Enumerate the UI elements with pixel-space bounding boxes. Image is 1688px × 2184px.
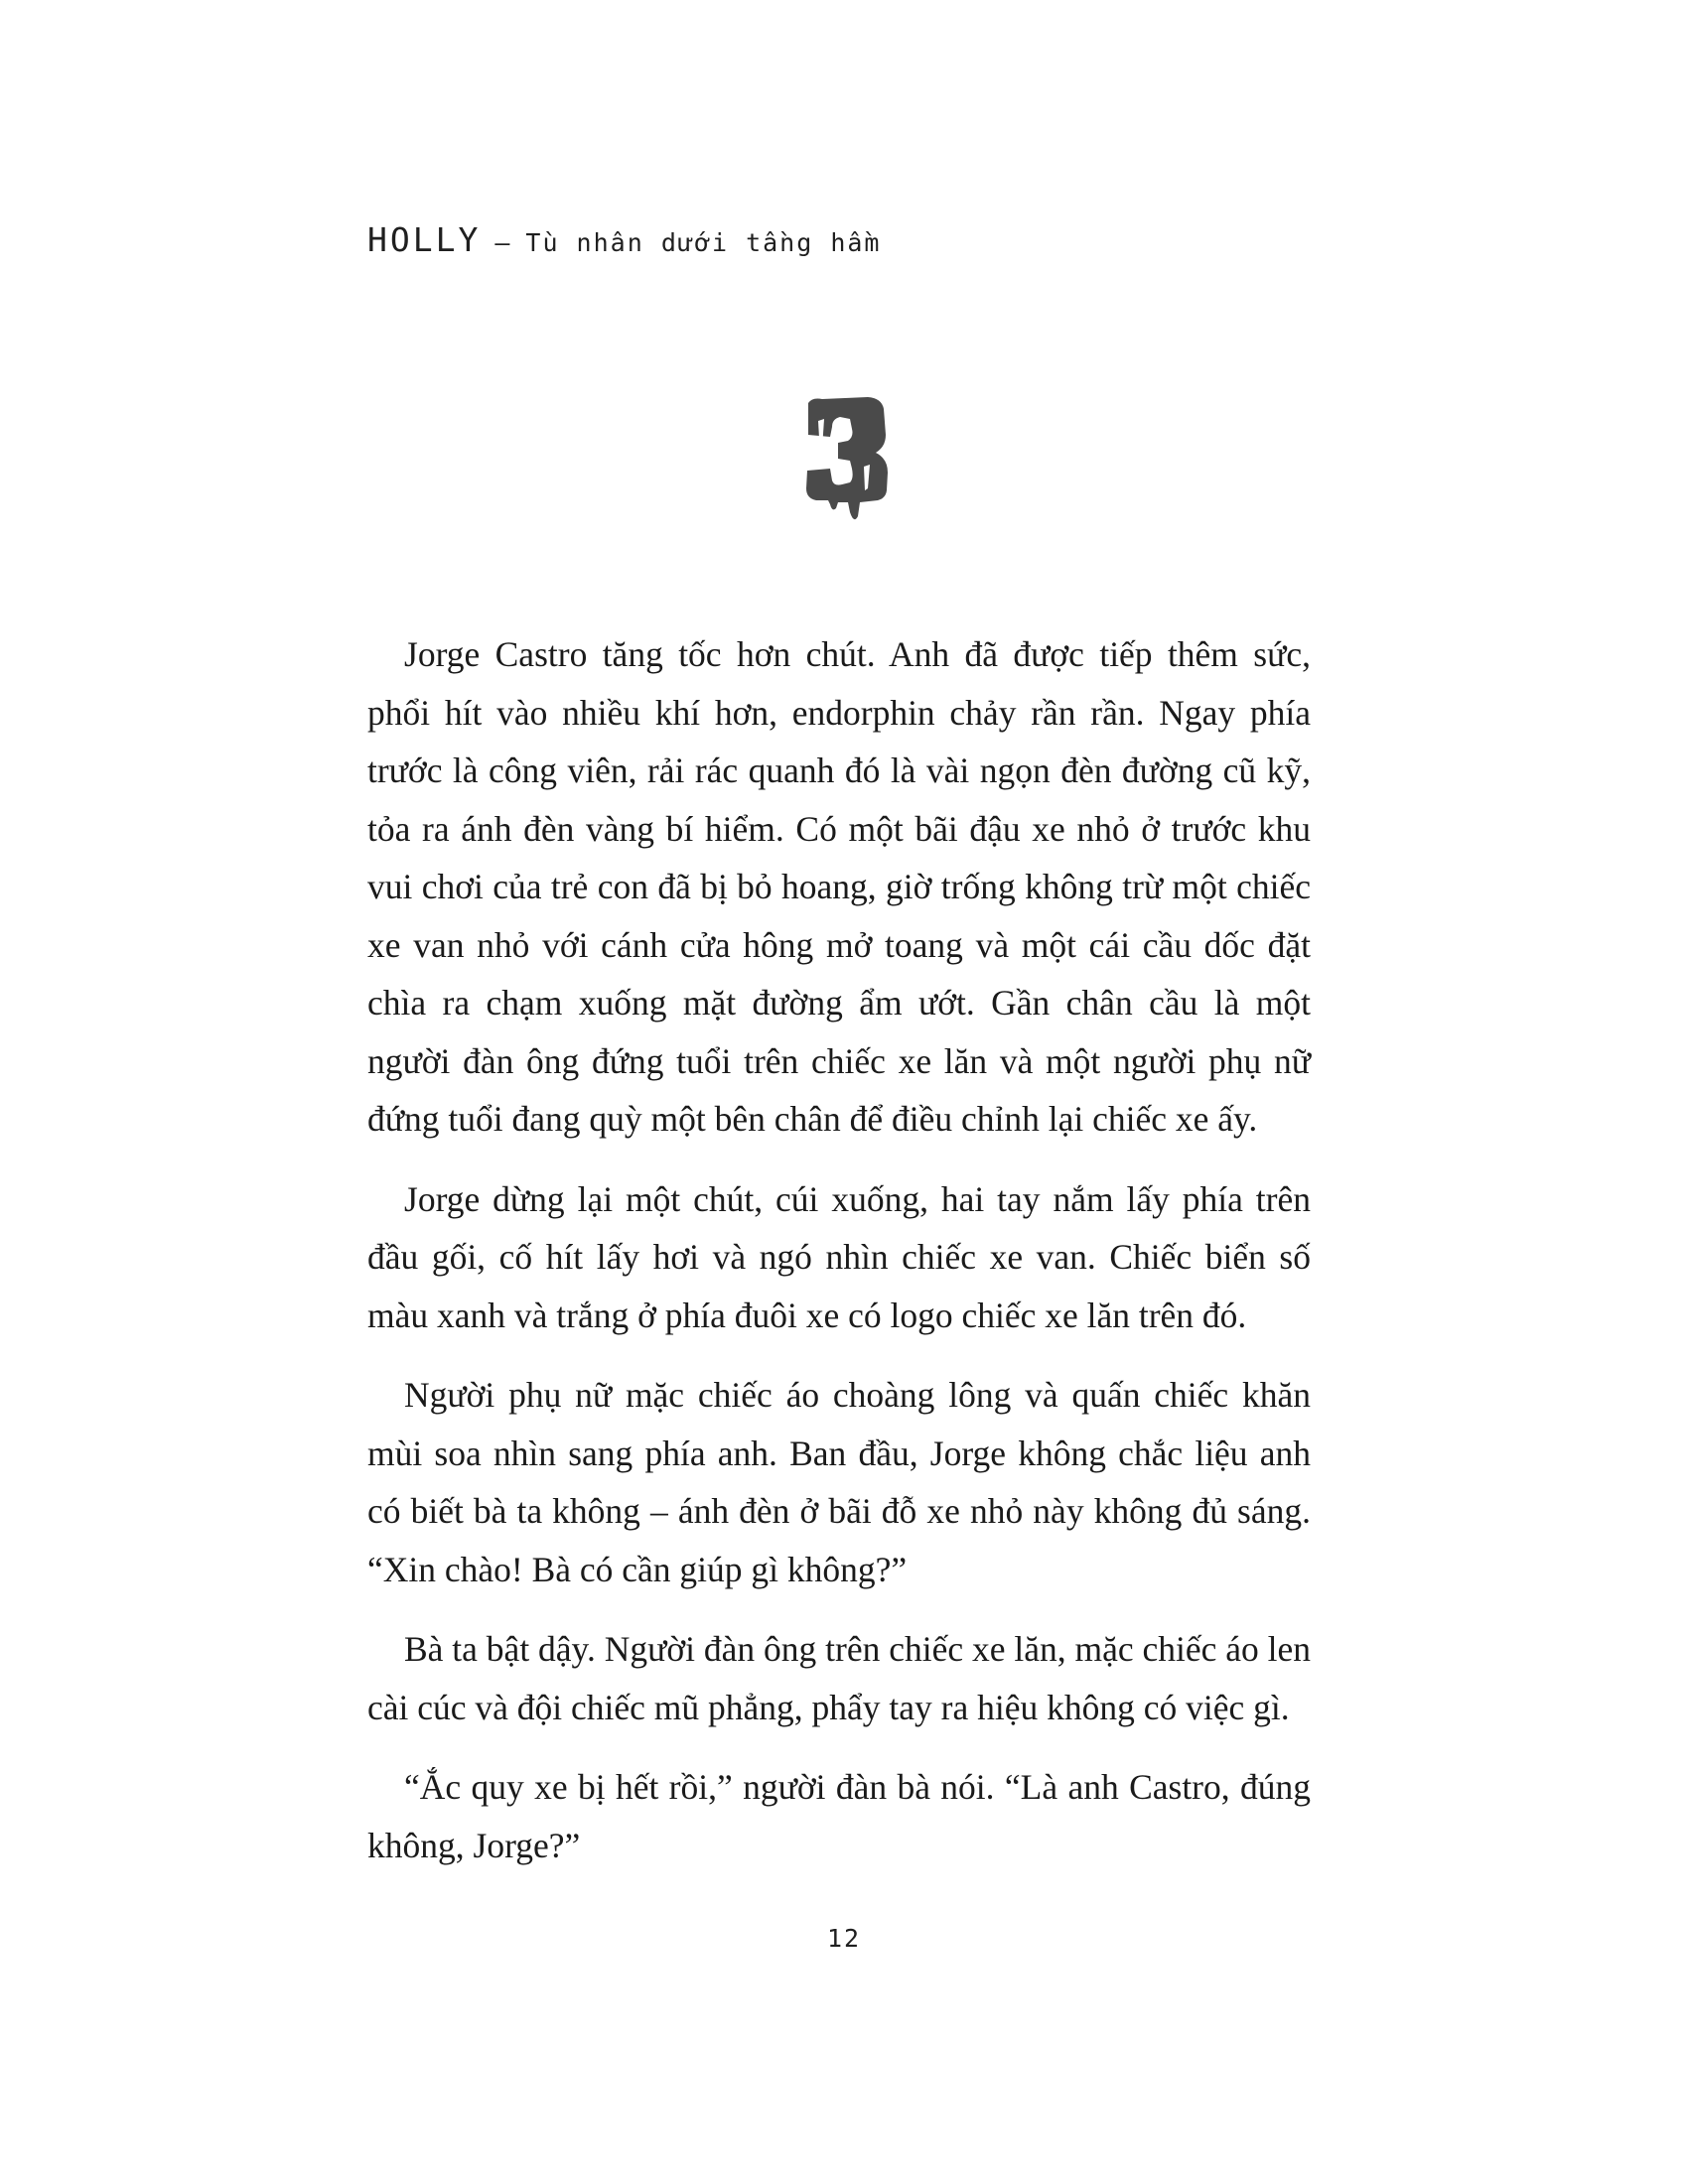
running-header: [367, 220, 881, 259]
chapter-number-text: [798, 524, 799, 525]
page-number: 12: [826, 1924, 862, 1953]
paragraph: Người phụ nữ mặc chiếc áo choàng lông và quấn chiếc khăn mùi soa nhìn sang phía anh. Ban đầu, Jorge không chắc liệu anh có biết bà ta không – ánh đèn ở bãi đỗ xe nhỏ này không đủ sáng. “Xin chào! Bà có cần giúp gì không?”: [367, 1375, 1311, 1589]
book-title: HOLLY: [367, 220, 482, 259]
book-subtitle: Tù nhân dưới tầng hầm: [525, 228, 882, 257]
header-separator: –: [494, 228, 512, 257]
paragraph: “Ắc quy xe bị hết rồi,” người đàn bà nói. “Là anh Castro, đúng không, Jorge?”: [367, 1767, 1311, 1865]
paragraph: Bà ta bật dậy. Người đàn ông trên chiếc xe lăn, mặc chiếc áo len cài cúc và đội chiếc mũ phẳng, phẩy tay ra hiệu không có việc gì.: [367, 1629, 1311, 1727]
chapter-number-glyph: [798, 395, 894, 524]
chapter-body: [367, 625, 1311, 1896]
paragraph: Jorge Castro tăng tốc hơn chút. Anh đã được tiếp thêm sức, phổi hít vào nhiều khí hơn, endorphin chảy rần rần. Ngay phía trước là công viên, rải rác quanh đó là vài ngọn đèn đường cũ kỹ, tỏa ra ánh đèn vàng bí hiểm. Có một bãi đậu xe nhỏ ở trước khu vui chơi của trẻ con đã bị bỏ hoang, giờ trống không trừ một chiếc xe van nhỏ với cánh cửa hông mở toang và một cái cầu dốc đặt chìa ra chạm xuống mặt đường ẩm ướt. Gần chân cầu là một người đàn ông đứng tuổi trên chiếc xe lăn và một người phụ nữ đứng tuổi đang quỳ một bên chân để điều chỉnh lại chiếc xe ấy.: [367, 634, 1311, 1139]
paragraph: Jorge dừng lại một chút, cúi xuống, hai tay nắm lấy phía trên đầu gối, cố hít lấy hơi và ngó nhìn chiếc xe van. Chiếc biển số màu xanh và trắng ở phía đuôi xe có logo chiếc xe lăn trên đó.: [367, 1178, 1311, 1335]
chapter-number: [798, 395, 894, 524]
